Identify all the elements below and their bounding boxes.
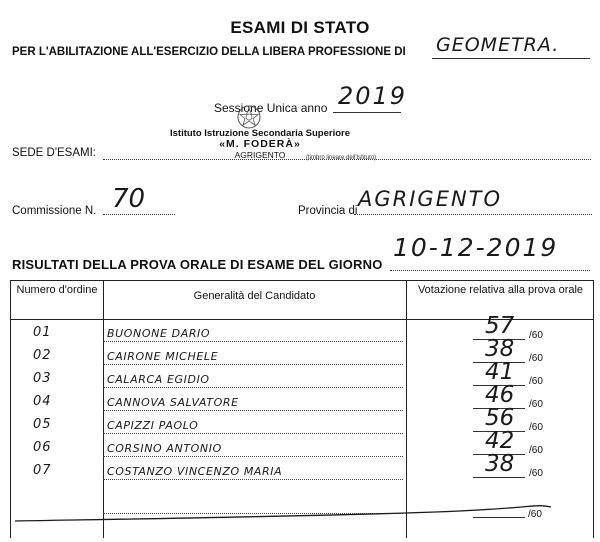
provincia-label: Provincia di — [298, 205, 358, 217]
score-max: /60 — [529, 330, 543, 341]
candidate-name: COSTANZO VINCENZO MARIA — [107, 465, 283, 478]
score-max: /60 — [529, 422, 543, 433]
score-max: /60 — [529, 353, 543, 364]
score-max: /60 — [528, 509, 542, 520]
session-label: Sessione Unica anno — [214, 101, 328, 115]
table-row — [11, 451, 595, 482]
results-heading: RISULTATI DELLA PROVA ORALE DI ESAME DEL GIORNO — [12, 257, 383, 272]
candidate-score: 56 — [485, 405, 515, 431]
profession-subtitle: PER L'ABILITAZIONE ALL'ESERCIZIO DELLA LIBERA PROFESSIONE DI — [12, 46, 406, 58]
stamp-note: (timbro lineare dell'Istituto) — [306, 155, 377, 161]
candidate-score: 38 — [485, 336, 515, 362]
candidate-name: BUONONE DARIO — [107, 327, 211, 340]
row-number: 05 — [33, 417, 52, 432]
row-number: 02 — [33, 348, 52, 363]
column-header-vote: Votazione relativa alla prova orale — [417, 284, 584, 296]
row-number: 06 — [33, 440, 52, 455]
column-header-candidate: Generalità del Candidato — [193, 290, 316, 302]
name-dotted-line — [103, 456, 403, 457]
commissione-label: Commissione N. — [12, 205, 97, 217]
score-max: /60 — [529, 376, 543, 387]
candidate-score: 46 — [485, 382, 515, 408]
session-year: 2019 — [338, 82, 408, 110]
name-dotted-line — [103, 433, 403, 434]
row-number: 03 — [33, 371, 52, 386]
row-number: 01 — [33, 325, 52, 340]
stamp-line-school-name: «M. FODERÀ» — [219, 138, 301, 150]
stamp-line-city: AGRIGENTO — [234, 150, 286, 160]
candidate-score: 57 — [485, 313, 515, 339]
column-header-number: Numero d'ordine — [16, 284, 98, 296]
profession-value: GEOMETRA. — [436, 34, 560, 56]
name-dotted-line — [103, 479, 403, 480]
profession-underline — [432, 58, 590, 59]
score-max: /60 — [529, 445, 543, 456]
commissione-dotted-line — [103, 214, 175, 215]
candidate-score: 41 — [485, 359, 515, 385]
candidate-score: 42 — [485, 428, 515, 454]
candidate-name: CORSINO ANTONIO — [107, 442, 222, 455]
row-number: 07 — [33, 463, 52, 478]
republic-emblem-icon — [236, 104, 262, 130]
session-underline — [333, 112, 401, 113]
score-underline — [473, 477, 525, 478]
candidate-name: CAIRONE MICHELE — [107, 350, 219, 363]
score-max: /60 — [529, 468, 543, 479]
candidate-name: CAPIZZI PAOLO — [107, 419, 199, 432]
cancellation-stroke — [11, 505, 595, 535]
sede-dotted-line — [103, 159, 591, 160]
row-number: 04 — [33, 394, 52, 409]
sede-label: SEDE D'ESAMI: — [12, 147, 96, 159]
name-dotted-line — [103, 364, 403, 365]
name-dotted-line — [103, 341, 403, 342]
candidate-name: CALARCA EGIDIO — [107, 373, 210, 386]
score-max: /60 — [529, 399, 543, 410]
candidate-score: 38 — [485, 451, 515, 477]
exam-date-dotted-line — [390, 270, 590, 271]
provincia-value: AGRIGENTO — [358, 187, 503, 211]
name-dotted-line — [103, 410, 403, 411]
name-dotted-line — [103, 387, 403, 388]
exam-date: 10-12-2019 — [393, 233, 559, 262]
results-table — [10, 280, 594, 538]
document-title: ESAMI DI STATO — [230, 18, 370, 37]
commissione-value: 70 — [112, 184, 146, 214]
candidate-name: CANNOVA SALVATORE — [107, 396, 239, 409]
stamp-line-institute: Istituto Istruzione Secondaria Superiore — [169, 128, 350, 139]
provincia-dotted-line — [354, 214, 592, 215]
